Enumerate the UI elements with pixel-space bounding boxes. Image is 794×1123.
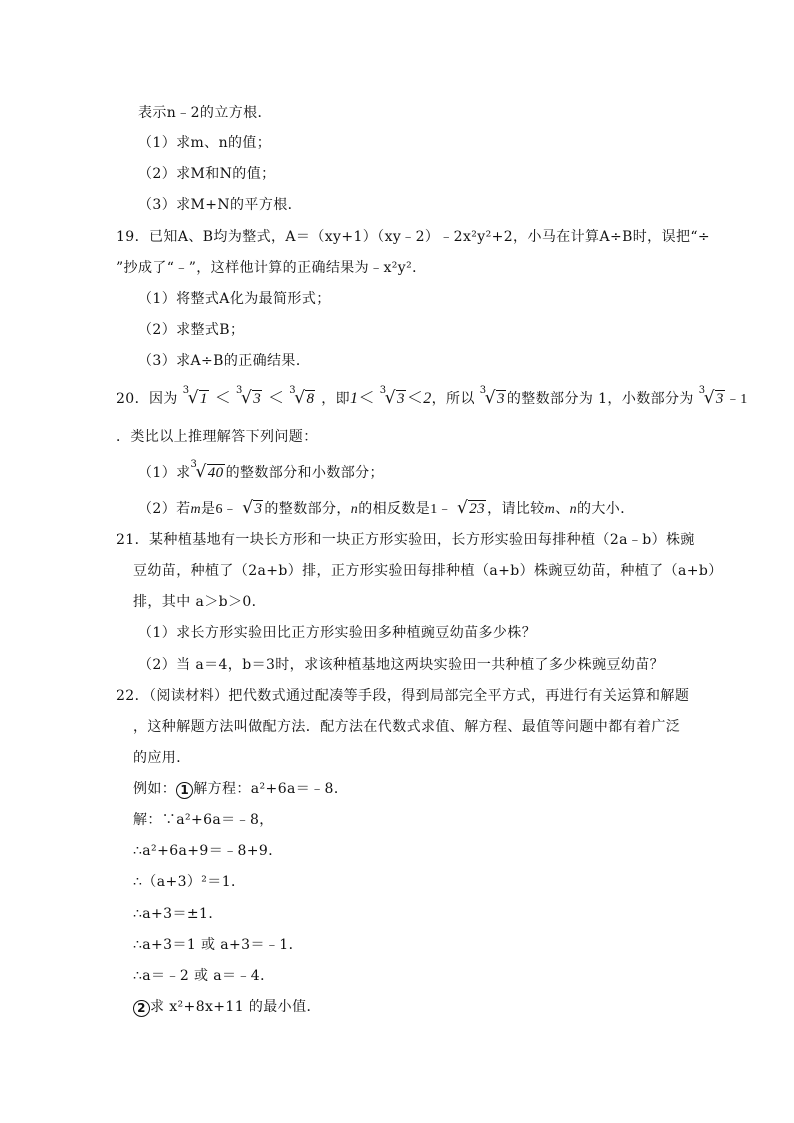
- q21-part2: （2）当 a＝4，b＝3时，求该种植基地这两块实验田一共种植了多少株豌豆幼苗？: [138, 657, 665, 673]
- q21-line3: 排，其中 a＞b＞0．: [133, 594, 267, 610]
- lt-sign: ＜: [358, 388, 375, 407]
- q22-step5: ∴a+3＝1 或 a+3＝﹣1．: [133, 937, 303, 953]
- q22-step4: ∴a+3＝±1．: [133, 906, 223, 922]
- q18-tail: 表示n﹣2的立方根．: [138, 105, 272, 121]
- circled-one-icon: 1: [176, 782, 193, 799]
- q20-part1-post: 的整数部分和小数部分；: [225, 465, 384, 481]
- q20-part2-d: 的相反数是: [358, 501, 431, 517]
- value-six: 6: [215, 502, 223, 517]
- q22-example: [133, 780, 348, 799]
- q22-line3: 的应用．: [133, 750, 191, 766]
- q19-number: 19．: [116, 229, 150, 245]
- q19-stem2: ”抄成了“﹣”，这样他计算的正确结果为﹣x²y²．: [116, 260, 427, 276]
- q20-part2-f: 的大小．: [577, 501, 635, 517]
- q20-text-end: ﹣1: [725, 392, 748, 407]
- lt-sign: ＜: [267, 388, 285, 407]
- q20-part2-e: ，请比较: [487, 501, 545, 517]
- minus-sign: ﹣: [222, 501, 238, 517]
- q20-part2-a: （2）若: [138, 501, 191, 517]
- q22-step3: ∴（a+3）²＝1．: [133, 874, 246, 890]
- q22-example-pre: 例如：: [133, 781, 177, 797]
- lt-sign: ＜: [406, 388, 424, 407]
- q22-line2: ，这种解题方法叫做配方法．配方法在代数式求值、解方程、最值等问题中都有着广泛: [133, 719, 681, 735]
- q18-part2: （2）求M和N的值；: [138, 166, 276, 182]
- minus-sign: ﹣: [437, 501, 453, 517]
- q22-step7: [133, 998, 321, 1017]
- q20-text-so1: ，即: [321, 391, 351, 407]
- q20-text-so2: ，所以: [431, 391, 475, 407]
- q19-part2: （2）求整式B；: [138, 322, 245, 338]
- q21-line2: 豆幼苗，种植了（2a+b）排，正方形实验田每排种植（a+b）株豌豆幼苗，种植了（a+b）: [133, 563, 723, 579]
- cube-root-40: 3 √40: [190, 459, 224, 482]
- q21-line1: [116, 531, 695, 549]
- cube-root-3: 3 √3: [479, 385, 505, 408]
- q20-continuation: ．类比以上推理解答下列问题：: [116, 429, 318, 445]
- q22-step7-text: 求 x²+8x+11 的最小值．: [150, 999, 321, 1015]
- q22-step2: ∴a²+6a+9＝﹣8+9．: [133, 843, 283, 859]
- cube-root-1: 3 √1: [182, 385, 208, 408]
- q22-l1: （阅读材料）把代数式通过配凑等手段，得到局部完全平方式，再进行有关运算和解题: [149, 688, 690, 704]
- q22-example-post: 解方程：a²+6a＝﹣8．: [193, 781, 349, 797]
- q20-part1-pre: （1）求: [138, 465, 191, 481]
- q19-part3: （3）求A÷B的正确结果．: [138, 353, 311, 369]
- sqrt-3: √3: [242, 498, 263, 518]
- q18-part1: （1）求m、n的值；: [138, 135, 272, 151]
- value-one: 1: [350, 390, 359, 407]
- q19-stem1: 已知A、B均为整式，A＝（xy+1）（xy﹣2）﹣2x²y²+2，小马在计算A÷B时，误把“÷: [149, 229, 711, 245]
- lt-sign: ＜: [214, 388, 232, 407]
- q20-part1: [138, 459, 384, 482]
- cube-root-8: 3 √8: [289, 385, 315, 408]
- cube-root-3: 3 √3: [235, 385, 262, 408]
- value-one: 1: [430, 502, 438, 517]
- cube-root-3: 3 √3: [698, 385, 724, 408]
- q20-part2-c: 的整数部分，: [264, 501, 351, 517]
- q20-text-because: 因为: [149, 391, 178, 407]
- q18-part3: （3）求M+N的平方根．: [138, 197, 303, 213]
- q20-number: 20．: [116, 391, 150, 407]
- q20-part2-b: 是: [201, 501, 216, 517]
- q19-line1: [116, 228, 710, 246]
- value-two: 2: [423, 390, 432, 407]
- q20-text-int: 的整数部分为 1，小数部分为: [506, 391, 694, 407]
- q21-number: 21．: [116, 532, 150, 548]
- q22-number: 22．: [116, 688, 150, 704]
- q22-line1: [116, 687, 689, 705]
- sqrt-23: √23: [457, 498, 486, 518]
- q22-step6: ∴a＝﹣2 或 a＝﹣4．: [133, 968, 275, 984]
- q21-l1: 某种植基地有一块长方形和一块正方形实验田，长方形实验田每排种植（2a﹣b）株豌: [149, 532, 695, 548]
- q19-part1: （1）将整式A化为最简形式；: [138, 291, 331, 307]
- q21-part1: （1）求长方形实验田比正方形实验田多种植豌豆幼苗多少株？: [138, 625, 537, 641]
- q20-part2: （2）若m是6﹣ √3 的整数部分，n的相反数是1﹣ √23 ，请比较m、n的大小．: [138, 498, 635, 518]
- circled-two-icon: 2: [133, 1000, 150, 1017]
- cube-root-3: 3 √3: [379, 385, 405, 408]
- q20-line1: [116, 385, 748, 409]
- q22-step1: 解：∵a²+6a＝﹣8，: [133, 812, 274, 828]
